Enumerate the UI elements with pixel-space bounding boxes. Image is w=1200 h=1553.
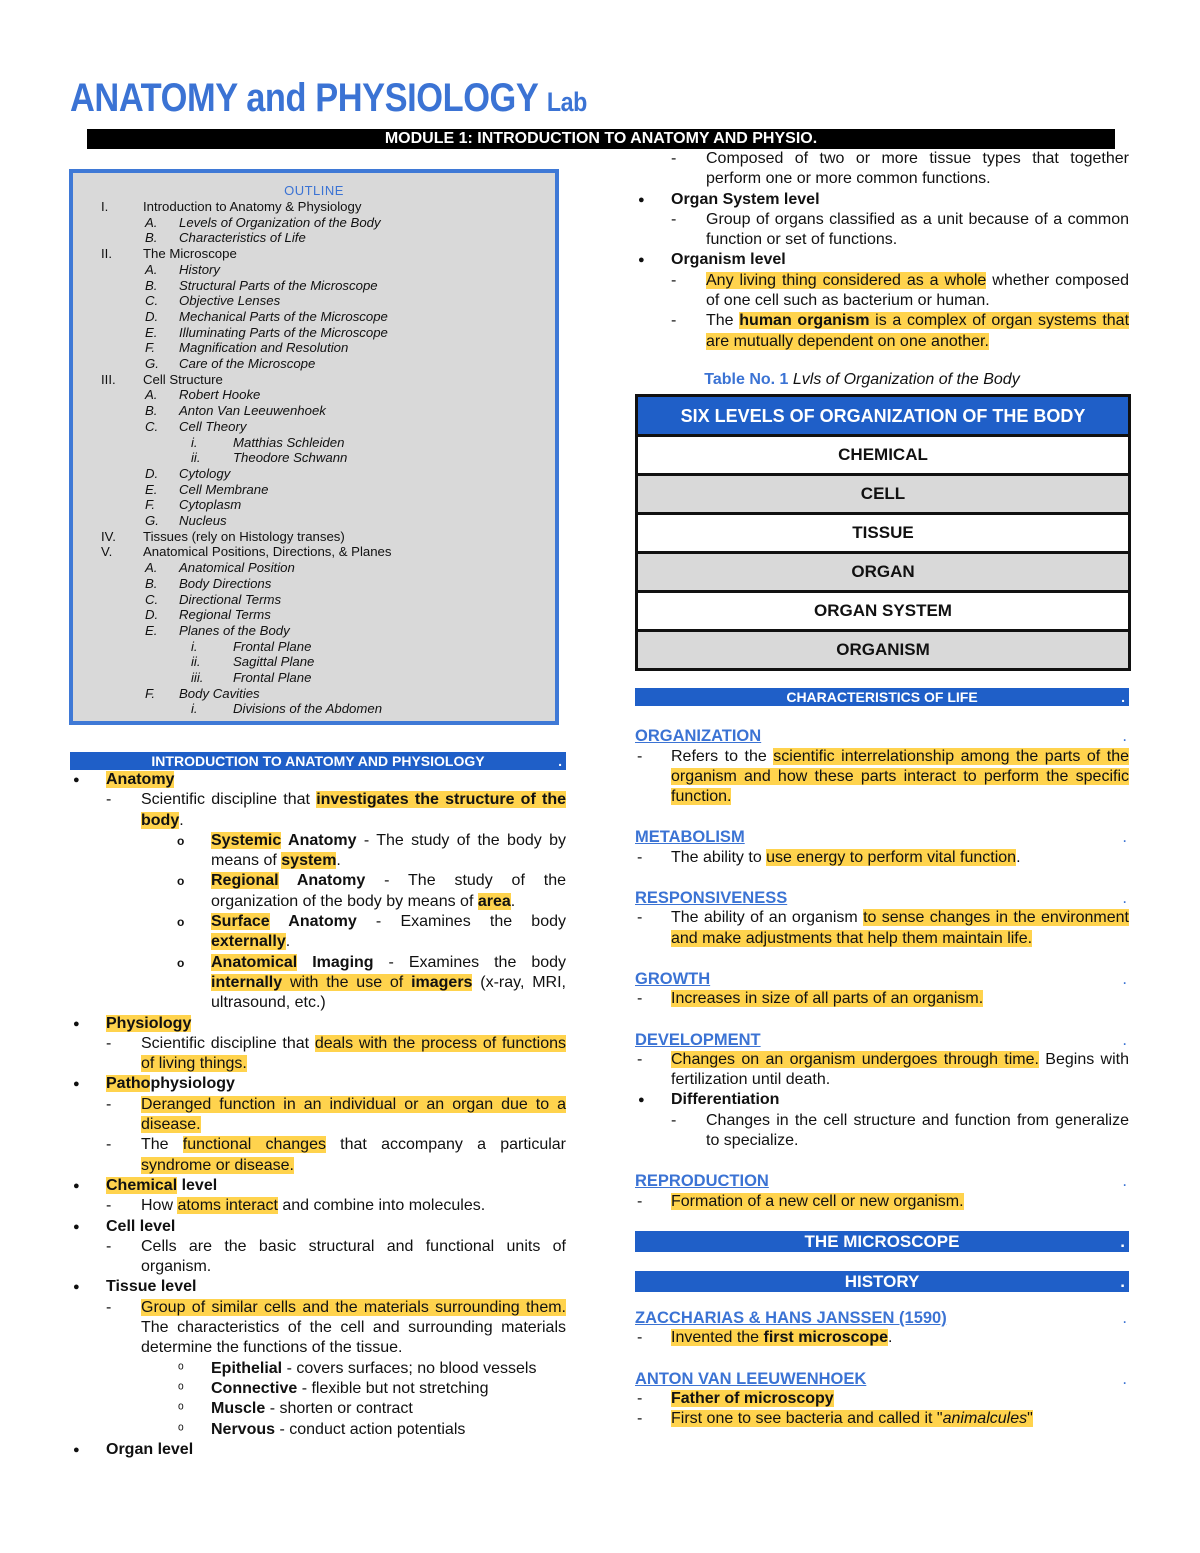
text: Begins with fertilization until death. <box>671 1050 1129 1089</box>
outline-number: D. <box>145 308 159 324</box>
highlight: Anatomical <box>211 953 298 971</box>
highlight: Any living thing considered as a whole <box>706 271 987 289</box>
highlight: with the use of <box>282 973 412 991</box>
heading-text: ZACCHARIAS & HANS JANSSEN (1590) <box>635 1308 947 1327</box>
outline-text: Introduction to Anatomy & Physiology <box>143 199 362 214</box>
text: The characteristics of the cell and surrounding materials determine the functions of the tissue. <box>141 1319 566 1357</box>
heading-text: GROWTH <box>635 969 711 988</box>
text: Tissue level <box>106 1278 197 1296</box>
outline-number: V. <box>101 544 113 560</box>
text: Composed of two or more tissue types that together perform one or more common functions. <box>706 150 1129 188</box>
text: Scientific discipline that <box>141 1034 315 1052</box>
highlight: syndrome or disease. <box>141 1156 294 1174</box>
responsiveness-def <box>635 908 1129 949</box>
highlight: Changes on an organism undergoes through time. <box>671 1050 1039 1068</box>
spacer <box>635 1212 1129 1231</box>
outline-text: Planes of the Body <box>179 622 290 638</box>
highlight: atoms interact <box>177 1197 278 1215</box>
surface-anatomy <box>70 912 566 953</box>
bullet-organ-level <box>70 1440 566 1460</box>
heading-text: ORGANIZATION <box>635 727 762 746</box>
highlight: Group of similar cells and the materials surrounding them. <box>141 1298 566 1316</box>
heading-responsiveness <box>635 888 1129 908</box>
heading-development <box>635 1030 1129 1050</box>
anatomical-imaging <box>70 953 566 1014</box>
heading-text: REPRODUCTION <box>635 1172 769 1191</box>
characteristics-title: CHARACTERISTICS OF LIFE <box>786 689 978 706</box>
term-anatomy: Anatomy <box>106 771 175 788</box>
text: level <box>177 1176 218 1194</box>
organization-def <box>635 747 1129 808</box>
outline-number: A. <box>145 261 158 277</box>
outline-number: ii. <box>191 654 201 670</box>
title-main: ANATOMY and PHYSIOLOGY <box>70 76 538 120</box>
highlight: Invented the <box>671 1329 764 1347</box>
text: Muscle <box>211 1400 266 1418</box>
outline-text: History <box>179 261 221 277</box>
outline-number: D. <box>145 607 159 623</box>
outline-text: Cytoplasm <box>179 497 242 513</box>
heading-organization <box>635 726 1129 746</box>
heading-janssen <box>635 1308 1129 1328</box>
text: Organ level <box>106 1440 194 1458</box>
outline-number: C. <box>145 293 159 309</box>
left-column <box>70 752 566 1460</box>
text: The <box>706 312 740 330</box>
highlight: use energy to perform vital function <box>766 848 1017 866</box>
leeuwenhoek-def-1 <box>635 1389 1129 1409</box>
spacer <box>635 807 1129 827</box>
heading-text: RESPONSIVENESS <box>635 889 788 908</box>
spacer <box>635 1010 1129 1030</box>
highlight: Surface <box>211 913 270 931</box>
highlight: Formation of a new cell or new organism. <box>671 1192 964 1210</box>
section-dot: . <box>558 753 562 769</box>
section-dot: . <box>1120 1271 1125 1291</box>
development-def <box>635 1050 1129 1091</box>
outline-number: B. <box>145 403 158 419</box>
bullet-organism <box>635 250 1129 270</box>
outline-number: G. <box>145 356 159 371</box>
outline-number: C. <box>145 591 159 607</box>
spacer <box>635 1349 1129 1369</box>
text: Connective <box>211 1379 298 1397</box>
organ-system-def <box>635 210 1129 251</box>
spacer <box>635 868 1129 888</box>
table-row: TISSUE <box>637 514 1130 553</box>
text: - shorten or contract <box>265 1400 413 1418</box>
text: How <box>141 1197 178 1215</box>
highlight: Chemical <box>106 1176 178 1194</box>
outline-number: G. <box>145 513 159 528</box>
text: Differentiation <box>671 1091 780 1109</box>
outline-number: i. <box>191 701 198 717</box>
outline-text: Objective Lenses <box>179 293 281 309</box>
spacer <box>635 1292 1129 1308</box>
text: . <box>510 892 516 910</box>
table-row: ORGAN SYSTEM <box>637 592 1130 631</box>
levels-table <box>635 394 1131 671</box>
spacer <box>635 1252 1129 1271</box>
highlight: Father of microscopy <box>671 1389 834 1407</box>
bullet-pathophysiology <box>70 1074 566 1094</box>
spacer <box>635 352 1129 370</box>
outline-text: Cell Membrane <box>179 481 269 497</box>
title-lab: Lab <box>546 87 587 117</box>
differentiation-def <box>635 1111 1129 1152</box>
outline-number: F. <box>145 497 156 513</box>
heading-text: DEVELOPMENT <box>635 1030 761 1049</box>
outline-number: F. <box>145 685 156 701</box>
text: physiology <box>150 1075 235 1093</box>
microscope-bar <box>635 1231 1129 1252</box>
outline-number: i. <box>191 434 198 450</box>
anatomy-definition <box>70 790 566 831</box>
text: The ability to <box>671 848 767 866</box>
metabolism-def <box>635 848 1129 868</box>
outline-text: Cytology <box>179 465 231 481</box>
text: - Examines the body <box>356 913 566 931</box>
outline-text: Body Directions <box>179 575 272 591</box>
highlight: Increases in size of all parts of an organism. <box>671 990 984 1008</box>
microscope-title: THE MICROSCOPE <box>804 1231 960 1251</box>
outline-number: E. <box>145 324 158 340</box>
highlight: First one to see bacteria and called it " <box>671 1410 943 1428</box>
text: Organ System level <box>671 190 820 208</box>
text: Refers to the <box>671 747 774 765</box>
tissue-connective <box>70 1379 566 1399</box>
highlight: system <box>281 852 337 870</box>
tissue-muscle <box>70 1399 566 1419</box>
organism-def-2 <box>635 311 1129 352</box>
table-row: CELL <box>637 475 1130 514</box>
document-title <box>70 76 587 121</box>
outline-number: i. <box>191 638 198 654</box>
growth-def <box>635 989 1129 1009</box>
outline-text: Frontal Plane <box>233 638 312 654</box>
outline-text: Characteristics of Life <box>179 230 306 246</box>
highlight: functional changes <box>182 1136 326 1154</box>
table-number: Table No. 1 <box>704 370 789 388</box>
outline-number: ii. <box>191 450 201 466</box>
outline-text: Nucleus <box>179 513 227 528</box>
outline-text: Magnification and Resolution <box>179 340 349 356</box>
outline-text: Structural Parts of the Microscope <box>179 277 378 293</box>
characteristics-bar <box>635 688 1129 706</box>
text: . <box>336 852 341 870</box>
outline-text: Theodore Schwann <box>233 450 348 466</box>
section-dot: . <box>1121 689 1125 706</box>
outline-text: Tissues (rely on Histology transes) <box>143 528 345 544</box>
outline-text: Cell Structure <box>143 371 223 387</box>
outline-text: Robert Hooke <box>179 387 261 403</box>
highlight: imagers <box>411 973 473 991</box>
bullet-differentiation <box>635 1090 1129 1110</box>
text: Cell level <box>106 1217 176 1235</box>
highlight: Patho <box>106 1075 151 1093</box>
text: (x-ray, MRI, ultrasound, etc.) <box>211 973 567 1012</box>
table-caption-text: Lvls of Organization of the Body <box>788 370 1020 388</box>
heading-text: METABOLISM <box>635 828 745 847</box>
text: whether composed of one cell such as bacterium or human. <box>706 271 1129 310</box>
systemic-anatomy <box>70 831 566 872</box>
outline-number: D. <box>145 465 159 481</box>
text: Nervous <box>211 1420 276 1438</box>
organism-def-1 <box>635 271 1129 312</box>
text: - conduct action potentials <box>275 1420 466 1438</box>
section-intro-bar <box>70 752 566 770</box>
history-bar <box>635 1271 1129 1292</box>
text: . <box>1016 848 1021 866</box>
outline-text: Mechanical Parts of the Microscope <box>179 308 388 324</box>
organ-level-def <box>635 149 1129 190</box>
highlight: area <box>477 892 511 910</box>
text: Anatomy <box>281 831 357 849</box>
term-physiology: Physiology <box>106 1014 192 1032</box>
bullet-tissue-level <box>70 1277 566 1297</box>
bullet-cell-level <box>70 1217 566 1237</box>
module-banner: MODULE 1: INTRODUCTION TO ANATOMY AND PHYSIO. <box>87 129 1115 149</box>
physiology-definition <box>70 1034 566 1075</box>
heading-dot: . <box>1122 969 1127 988</box>
outline-number: B. <box>145 575 158 591</box>
outline-number: III. <box>101 371 116 387</box>
table-row: ORGAN <box>637 553 1130 592</box>
outline-number: B. <box>145 230 158 246</box>
table-caption <box>595 370 1129 390</box>
right-column <box>635 149 1129 1429</box>
outline-number: A. <box>145 214 158 230</box>
outline-number: IV. <box>101 528 116 544</box>
tissue-level-def <box>70 1298 566 1359</box>
table-row: ORGANISM <box>637 631 1130 670</box>
text: . <box>285 933 291 951</box>
pathophysiology-def-1 <box>70 1095 566 1136</box>
outline-text: Sagittal Plane <box>233 654 315 670</box>
bullet-physiology <box>70 1014 566 1034</box>
tissue-epithelial <box>70 1359 566 1379</box>
text: Group of organs classified as a unit because of a common function or set of functions. <box>706 210 1129 249</box>
outline-text: Illuminating Parts of the Microscope <box>179 324 388 340</box>
heading-leeuwenhoek <box>635 1369 1129 1389</box>
highlight: Systemic <box>211 831 282 849</box>
outline-number: E. <box>145 481 158 497</box>
highlight: animalcules <box>942 1410 1028 1428</box>
text: Anatomy <box>269 913 357 931</box>
outline-text: Anton Van Leeuwenhoek <box>179 403 326 419</box>
heading-dot: . <box>1122 1369 1127 1388</box>
bullet-chemical-level <box>70 1176 566 1196</box>
outline-number: I. <box>101 199 109 214</box>
outline-text: Frontal Plane <box>233 670 312 685</box>
heading-dot: . <box>1122 1172 1127 1191</box>
text: Cells are the basic structural and functional units of organism. <box>141 1237 566 1276</box>
leeuwenhoek-def-2 <box>635 1409 1129 1429</box>
outline-number: B. <box>145 277 158 293</box>
heading-dot: . <box>1122 828 1127 847</box>
outline-number: A. <box>145 560 158 576</box>
highlight: Deranged function in an individual or an organ due to a disease. <box>141 1095 566 1134</box>
text: and combine into molecules. <box>277 1197 486 1215</box>
highlight: " <box>1027 1410 1033 1428</box>
text: that accompany a particular <box>325 1136 566 1154</box>
bullet-organ-system <box>635 190 1129 210</box>
outline-text: Regional Terms <box>179 607 271 623</box>
highlight: investigates the structure of the body <box>141 791 567 829</box>
highlight: human organism <box>739 312 870 330</box>
text: . <box>179 811 184 829</box>
heading-dot: . <box>1122 727 1127 746</box>
text: Changes in the cell structure and function from generalize to specialize. <box>706 1111 1129 1150</box>
heading-metabolism <box>635 827 1129 847</box>
outline-number: C. <box>145 418 159 434</box>
text: The ability of an organism <box>671 909 864 927</box>
outline-number: A. <box>145 387 158 403</box>
text: - Examines the body <box>373 953 567 971</box>
regional-anatomy <box>70 871 566 912</box>
cell-level-def <box>70 1237 566 1278</box>
heading-text: ANTON VAN LEEUWENHOEK <box>635 1369 867 1388</box>
outline-number: iii. <box>191 670 204 685</box>
text: Anatomy <box>278 872 366 890</box>
text: - flexible but not stretching <box>297 1379 489 1397</box>
outline-text: Divisions of the Abdomen <box>233 701 383 717</box>
spacer <box>635 949 1129 969</box>
table-row: CHEMICAL <box>637 436 1130 475</box>
outline-number: F. <box>145 340 156 356</box>
pathophysiology-def-2 <box>70 1135 566 1176</box>
highlight: to sense changes in the environment and make adjustments that help them maintain life. <box>671 909 1130 947</box>
outline-text: Directional Terms <box>179 591 282 607</box>
highlight: externally <box>211 933 286 951</box>
heading-dot: . <box>1122 889 1127 908</box>
text: Epithelial <box>211 1359 283 1377</box>
outline-text: Anatomical Positions, Directions, & Planes <box>143 544 392 560</box>
reproduction-def <box>635 1192 1129 1212</box>
text: The <box>141 1136 183 1154</box>
table-header: SIX LEVELS OF ORGANIZATION OF THE BODY <box>637 396 1130 436</box>
section-intro-title: INTRODUCTION TO ANATOMY AND PHYSIOLOGY <box>151 753 485 769</box>
text: - The study of the organization of the body by means of <box>211 872 566 910</box>
text: - covers surfaces; no blood vessels <box>282 1359 537 1377</box>
outline-heading: OUTLINE <box>284 183 344 198</box>
bullet-anatomy <box>70 770 566 790</box>
spacer <box>635 671 1129 688</box>
spacer <box>635 706 1129 726</box>
heading-growth <box>635 969 1129 989</box>
highlight: scientific interrelationship among the parts of the organism and how these parts interact to perform the specific function. <box>671 747 1130 806</box>
text: Scientific discipline that <box>141 791 317 809</box>
highlight: deals with the process of functions of living things. <box>141 1034 567 1073</box>
outline-text: The Microscope <box>143 246 237 262</box>
janssen-def <box>635 1328 1129 1348</box>
heading-dot: . <box>1122 1308 1127 1327</box>
outline-number: E. <box>145 622 158 638</box>
outline-text: Levels of Organization of the Body <box>179 214 381 230</box>
highlight: is a complex of organ systems that are mutually dependent on one another. <box>706 312 1130 350</box>
tissue-nervous <box>70 1420 566 1440</box>
text: Organism level <box>671 251 786 269</box>
history-title: HISTORY <box>844 1271 920 1291</box>
chemical-level-def <box>70 1196 566 1216</box>
outline-text: Anatomical Position <box>179 560 295 576</box>
outline-number: II. <box>101 246 112 262</box>
outline-text: Matthias Schleiden <box>233 434 345 450</box>
text: Imaging <box>297 953 374 971</box>
outline-text: Body Cavities <box>179 685 260 701</box>
highlight: first microscope <box>763 1329 888 1347</box>
text: . <box>888 1329 893 1347</box>
heading-dot: . <box>1122 1030 1127 1049</box>
spacer <box>635 1151 1129 1171</box>
text: - The study of the body by means of <box>211 831 566 870</box>
highlight: Regional <box>211 872 279 890</box>
section-dot: . <box>1120 1231 1125 1251</box>
outline-text: Cell Theory <box>179 418 247 434</box>
outline-text: Care of the Microscope <box>179 356 316 371</box>
highlight: internally <box>211 973 283 991</box>
heading-reproduction <box>635 1171 1129 1191</box>
outline-box <box>69 169 559 725</box>
